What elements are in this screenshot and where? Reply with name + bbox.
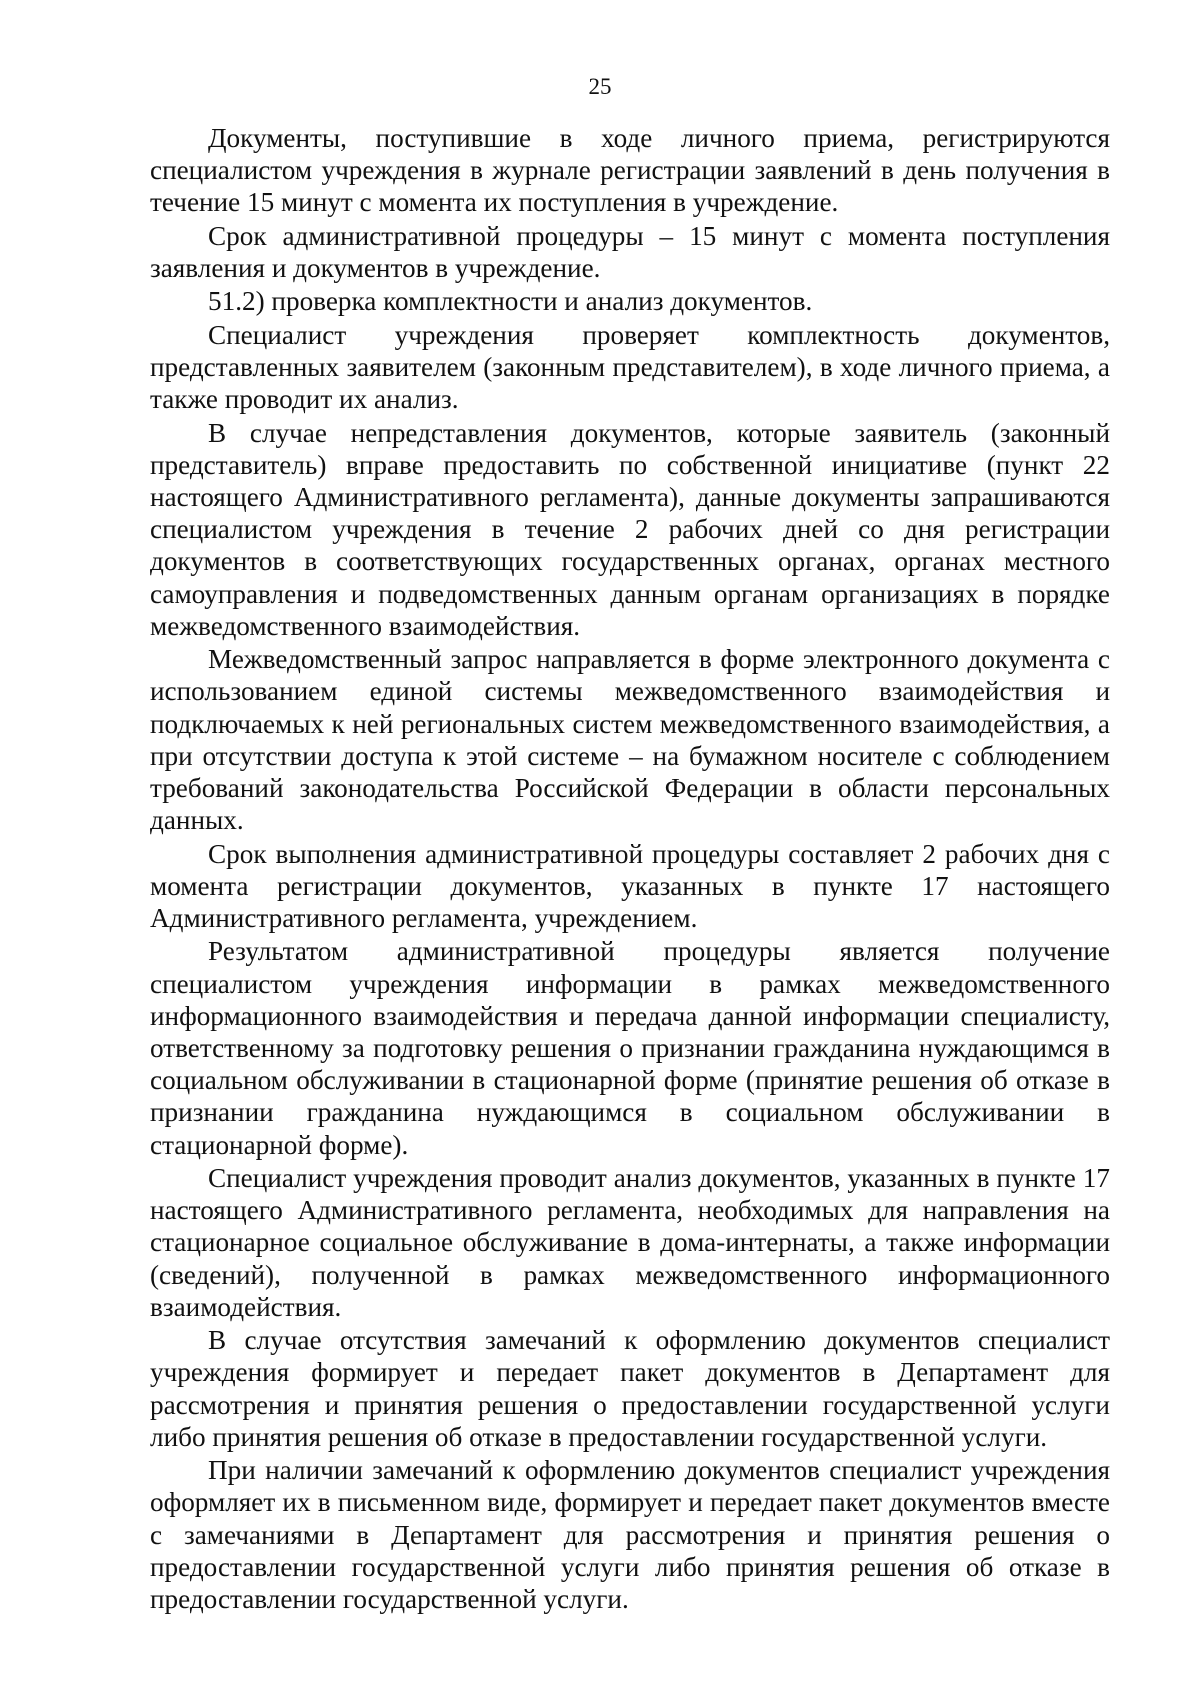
paragraph-registration: Документы, поступившие в ходе личного приема, регистрируются специалистом учреждения в журнале регистрации заявлений в день получения в течение 15 минут с момента их поступления в учреждение.: [150, 123, 1110, 218]
document-body: [150, 122, 1110, 1616]
paragraph-missing-documents: В случае непредставления документов, которые заявитель (законный представитель) вправе предоставить по собственной инициативе (пункт 22 настоящего Административного регламента), данные документы запрашиваются специалистом учреждения в течение 2 рабочих дней со дня регистрации документов в соответствующих государственных органах, органах местного самоуправления и подведомственных данным органам организациях в порядке межведомственного взаимодействия.: [150, 417, 1110, 641]
paragraph-with-remarks: При наличии замечаний к оформлению документов специалист учреждения оформляет их в письменном виде, формирует и передает пакет документов вместе с замечаниями в Департамент для рассмотрения и принятия решения о предоставлении государственной услуги либо принятия решения об отказе в предоставлении государственной услуги.: [150, 1455, 1110, 1615]
paragraph-procedure-deadline: Срок административной процедуры – 15 минут с момента поступления заявления и документов в учреждение.: [150, 220, 1110, 283]
paragraph-interagency-request: Межведомственный запрос направляется в форме электронного документа с использованием единой системы межведомственного взаимодействия и подключаемых к ней региональных систем межведомственного взаимодействия, а при отсутствии доступа к этой системе – на бумажном носителе с соблюдением требований законодательства Российской Федерации в области персональных данных.: [150, 644, 1110, 836]
page-number: 25: [588, 74, 612, 99]
paragraph-procedure-result: Результатом административной процедуры является получение специалистом учреждения информации в рамках межведомственного информационного взаимодействия и передача данной информации специалисту, ответственному за подготовку решения о признании гражданина нуждающимся в социальном обслуживании в стационарной форме (принятие решения об отказе в признании гражданина нуждающимся в социальном обслуживании в стационарной форме).: [150, 936, 1110, 1160]
paragraph-completeness-check: Специалист учреждения проверяет комплектность документов, представленных заявителем (законным представителем), в ходе личного приема, а также проводит их анализ.: [150, 319, 1110, 415]
paragraph-document-analysis: Специалист учреждения проводит анализ документов, указанных в пункте 17 настоящего Административного регламента, необходимых для направления на стационарное социальное обслуживание в дома-интернаты, а также информации (сведений), полученной в рамках межведомственного информационного взаимодействия.: [150, 1163, 1110, 1322]
paragraph-no-remarks: В случае отсутствия замечаний к оформлению документов специалист учреждения формирует и передает пакет документов в Департамент для рассмотрения и принятия решения о предоставлении государственной услуги либо принятия решения об отказе в предоставлении государственной услуги.: [150, 1325, 1110, 1452]
paragraph-execution-deadline: Срок выполнения административной процедуры составляет 2 рабочих дня с момента регистрации документов, указанных в пункте 17 настоящего Административного регламента, учреждением.: [150, 838, 1110, 933]
paragraph-section-51-2: 51.2) проверка комплектности и анализ документов.: [208, 286, 813, 317]
